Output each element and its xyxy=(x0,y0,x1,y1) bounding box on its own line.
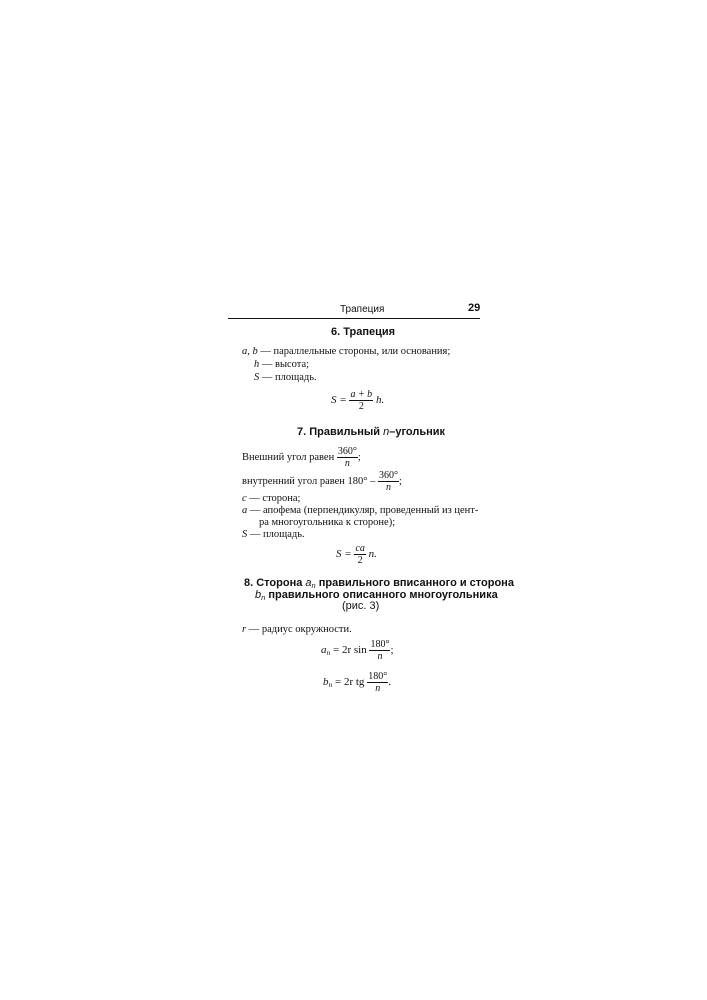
fraction xyxy=(369,639,390,662)
definition-r xyxy=(242,623,352,636)
title-text: 8. Сторона xyxy=(244,577,306,589)
formula-rhs: h. xyxy=(375,394,385,407)
definition-text: — площадь. xyxy=(247,529,305,540)
formula-lhs-subscript: n xyxy=(328,680,333,690)
line-end: ; xyxy=(357,451,361,463)
definition-text: — параллельные стороны, или основания; xyxy=(257,346,451,357)
formula-end: . xyxy=(388,676,391,689)
circumscribed-side-formula xyxy=(323,671,391,694)
definition-s xyxy=(242,528,305,541)
formula-middle: = 2r tg xyxy=(332,676,368,689)
numerator: a + b xyxy=(350,389,373,400)
definition-text: — апофема (перпендикуляр, проведенный из цент- xyxy=(247,505,479,516)
numerator: 360° xyxy=(379,470,398,481)
line-end: ; xyxy=(399,475,402,487)
definition-text: — радиус окружности. xyxy=(246,624,352,635)
polygon-area-formula xyxy=(336,543,377,566)
exterior-angle-line xyxy=(242,446,361,469)
inscribed-side-formula xyxy=(321,639,394,662)
denominator: 2 xyxy=(357,555,363,566)
denominator: n xyxy=(386,482,391,493)
line-text: Внешний угол равен xyxy=(242,451,337,463)
header-rule xyxy=(228,318,480,319)
title-subscript: n xyxy=(311,581,316,590)
title-text: –угольник xyxy=(389,426,446,438)
section-6-title: 6. Трапеция xyxy=(331,326,396,338)
formula-end: ; xyxy=(390,644,394,657)
denominator: n xyxy=(375,683,381,694)
variable: r xyxy=(242,624,247,635)
formula-lhs-subscript: n xyxy=(326,648,331,658)
variable: S xyxy=(254,372,260,383)
numerator: 360° xyxy=(337,446,357,457)
title-variable: b xyxy=(255,589,262,601)
title-variable: n xyxy=(383,426,390,438)
denominator: n xyxy=(344,458,350,469)
variable: S xyxy=(242,529,248,540)
numerator: 180° xyxy=(368,671,388,682)
definition-text: — сторона; xyxy=(246,493,301,504)
numerator: 180° xyxy=(370,639,390,650)
definition-text: — высота; xyxy=(259,359,310,370)
fraction xyxy=(354,543,365,566)
figure-reference: (рис. 3) xyxy=(342,600,380,612)
title-text: 7. Правильный xyxy=(297,426,384,438)
definition-ab xyxy=(242,345,450,358)
formula-lhs: S = xyxy=(331,394,347,407)
numerator: ca xyxy=(355,543,365,554)
formula-middle: = 2r sin xyxy=(330,644,370,657)
variable: a xyxy=(242,505,248,516)
variable: c xyxy=(242,493,247,504)
fraction xyxy=(378,470,399,493)
denominator: n xyxy=(377,651,383,662)
line-text: внутренний угол равен 180° – xyxy=(242,475,378,487)
trapezoid-area-formula xyxy=(331,389,384,412)
formula-lhs-variable: a xyxy=(321,644,327,657)
formula-rhs: n. xyxy=(368,548,377,561)
variable: a, b xyxy=(242,346,258,357)
section-7-title xyxy=(297,426,445,438)
title-variable: a xyxy=(305,577,312,589)
page-number: 29 xyxy=(468,302,481,314)
variable: h xyxy=(254,359,260,370)
fraction xyxy=(337,446,358,469)
title-text: правильного описанного многоугольника xyxy=(265,589,498,601)
interior-angle-line xyxy=(242,470,402,493)
definition-text: — площадь. xyxy=(259,372,317,383)
definition-a-continued: ра многоугольника к стороне); xyxy=(259,517,396,528)
definition-s xyxy=(254,371,317,384)
formula-lhs-variable: b xyxy=(323,676,329,689)
title-text: правильного вписанного и сторона xyxy=(315,577,514,589)
denominator: 2 xyxy=(358,401,364,412)
definition-h xyxy=(254,358,309,371)
fraction xyxy=(349,389,373,412)
running-head-title: Трапеция xyxy=(340,304,385,315)
title-subscript: n xyxy=(261,593,266,602)
formula-lhs: S = xyxy=(336,548,352,561)
fraction xyxy=(367,671,388,694)
